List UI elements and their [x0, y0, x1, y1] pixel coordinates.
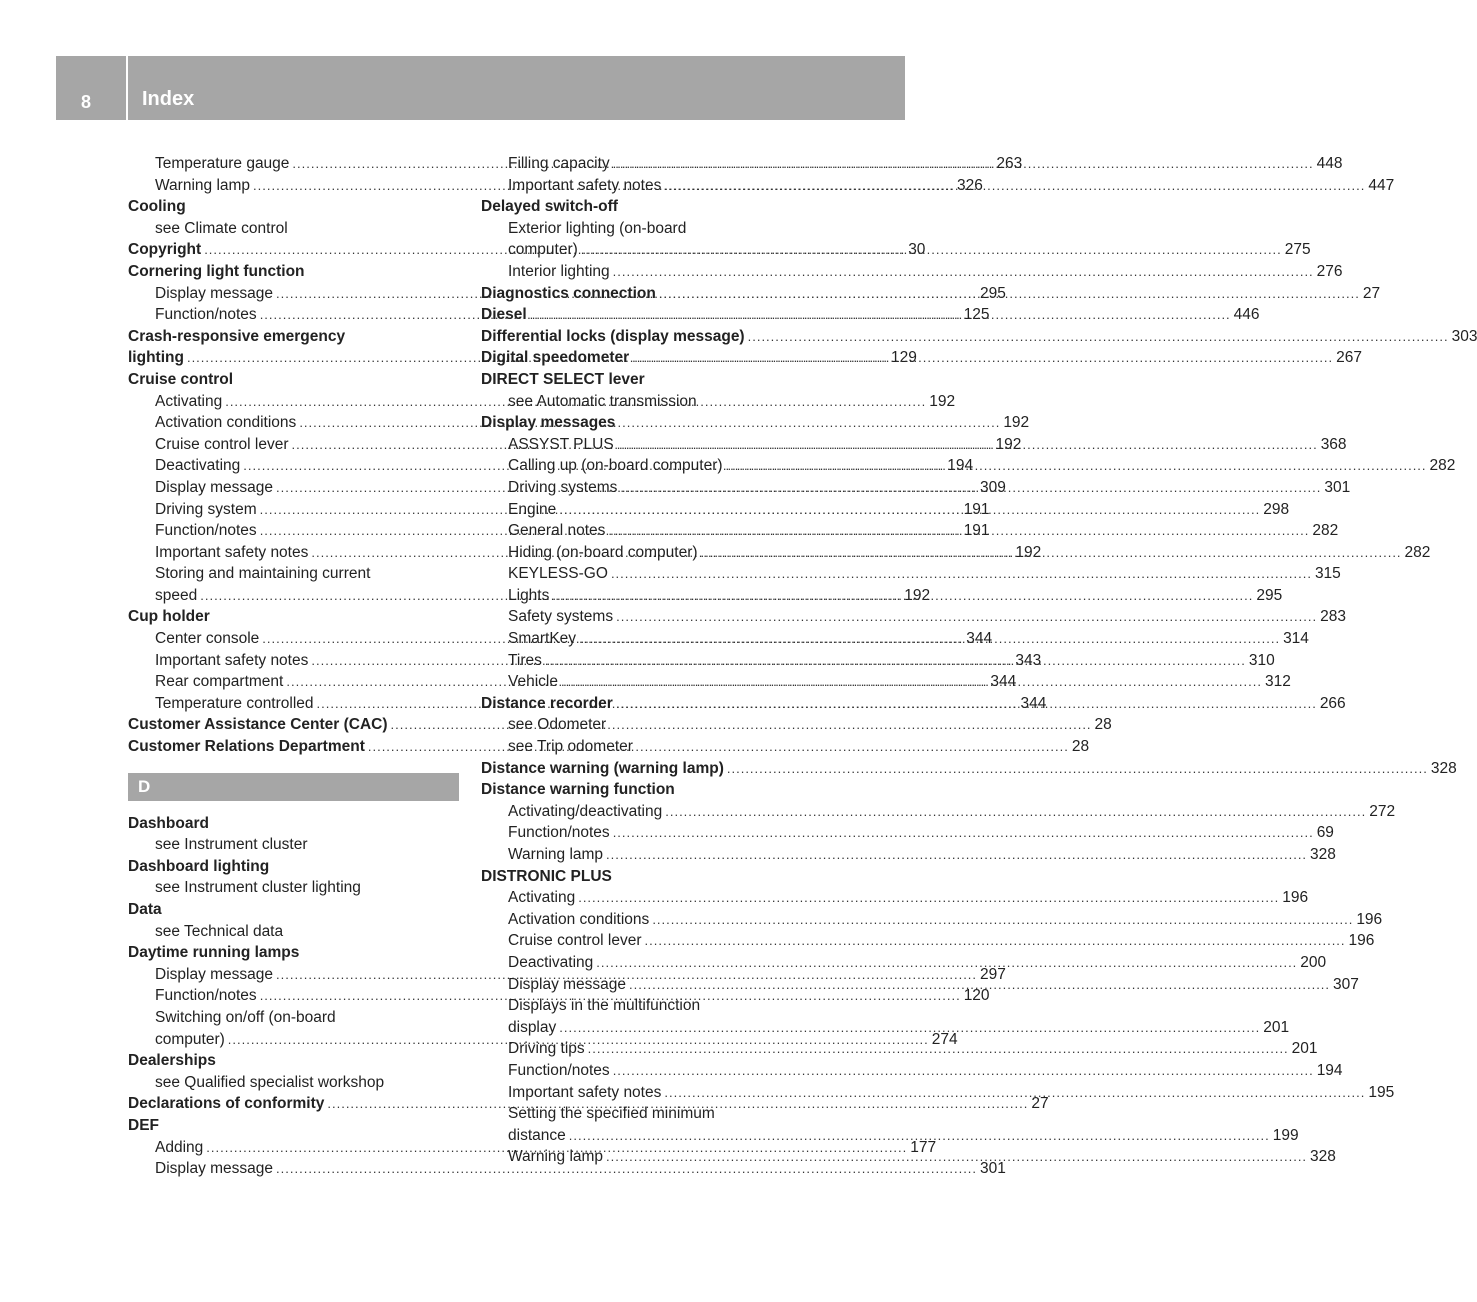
dot-leader — [545, 650, 1246, 672]
index-entry — [128, 1115, 459, 1137]
index-subentry[interactable] — [481, 801, 1396, 823]
dot-leader — [748, 326, 1449, 348]
dot-leader — [606, 1146, 1307, 1168]
page-reference[interactable]: 196 — [1348, 932, 1375, 950]
entry-label: Calling up (on-board computer) — [508, 457, 723, 475]
page-reference[interactable]: 263 — [996, 155, 1023, 172]
entry-label: Distance warning function — [481, 781, 675, 799]
page-reference[interactable]: 298 — [1263, 500, 1290, 518]
entry-label: Dashboard lighting — [128, 857, 270, 875]
dot-leader — [629, 974, 1330, 996]
page-header — [56, 56, 905, 120]
index-subentry — [128, 877, 459, 899]
index-entry[interactable] — [481, 758, 1457, 780]
entry-label: Deactivating — [508, 953, 594, 971]
entry-label: Driving system — [155, 500, 257, 518]
page-reference[interactable]: 307 — [1333, 975, 1359, 993]
index-entry — [128, 856, 459, 878]
entry-label: ASSYST PLUS — [508, 435, 614, 453]
page-reference[interactable]: 282 — [1312, 522, 1339, 540]
page-reference[interactable]: 344 — [990, 673, 1017, 691]
entry-label: Digital speedometer — [481, 349, 630, 367]
dot-leader — [559, 499, 1260, 521]
page-reference[interactable]: 446 — [1233, 306, 1260, 324]
entry-label: Data — [128, 901, 162, 918]
entry-label: Daytime running lamps — [128, 944, 300, 962]
page-reference[interactable]: 191 — [963, 500, 990, 518]
entry-label: Setting the specified minimum — [508, 1105, 715, 1123]
entry-label: Copyright — [128, 241, 202, 259]
entry-label: Activation conditions — [508, 910, 650, 928]
entry-label: Filling capacity — [508, 155, 610, 172]
entry-label: Hiding (on-board computer) — [508, 543, 698, 561]
page-reference[interactable]: 272 — [1369, 802, 1396, 820]
entry-label: Function/notes — [155, 522, 257, 540]
entry-label: General notes — [508, 522, 606, 540]
page-number: 8 — [81, 92, 92, 112]
entry-label: see Technical data — [155, 922, 284, 940]
page-reference[interactable]: 201 — [1291, 1040, 1318, 1058]
page-reference[interactable]: 199 — [1272, 1126, 1299, 1144]
page-reference[interactable]: 328 — [1310, 846, 1336, 863]
entry-label: Deactivating — [155, 457, 241, 475]
index-entry — [128, 942, 459, 964]
page-reference[interactable]: 192 — [1015, 543, 1042, 561]
page-reference[interactable]: 177 — [910, 1138, 937, 1156]
page-reference[interactable]: 295 — [980, 284, 1006, 302]
page-reference[interactable]: 28 — [1071, 738, 1090, 756]
index-entry — [128, 1050, 459, 1072]
entry-label: Display message — [155, 1160, 274, 1178]
index-subentry[interactable] — [128, 1158, 1006, 1180]
index-entry — [128, 196, 459, 218]
index-subentry[interactable] — [481, 887, 1309, 909]
dot-leader — [652, 909, 1353, 931]
dot-leader — [613, 822, 1314, 844]
dot-leader — [613, 153, 1314, 175]
entry-label: Differential locks (display message) — [481, 327, 745, 345]
dot-leader — [664, 1082, 1365, 1104]
entry-label: DEF — [128, 1116, 159, 1134]
section-header: D — [128, 773, 459, 801]
dot-leader — [613, 1060, 1314, 1082]
entry-label: lighting — [128, 349, 184, 367]
page-title: Index — [142, 88, 195, 110]
index-entry[interactable] — [481, 326, 1477, 348]
page-reference[interactable]: 266 — [1319, 694, 1346, 712]
entry-label: Important safety notes — [155, 543, 309, 561]
index-subentry[interactable] — [481, 930, 1375, 952]
page-reference[interactable]: 301 — [980, 1160, 1006, 1178]
index-subentry — [128, 563, 459, 585]
entry-label: Vehicle — [508, 673, 558, 691]
page-reference[interactable]: 314 — [1283, 630, 1309, 648]
entry-label: see Qualified specialist workshop — [155, 1073, 385, 1091]
entry-label: Activation conditions — [155, 414, 297, 432]
entry-label: Diesel — [481, 306, 527, 324]
entry-label: Adding — [155, 1138, 204, 1156]
entry-label: Customer Relations Department — [128, 738, 365, 756]
page-reference[interactable]: 282 — [1429, 457, 1456, 475]
entry-label: Dealerships — [128, 1052, 216, 1070]
entry-label: Delayed switch-off — [481, 198, 618, 216]
page-reference[interactable]: 343 — [1015, 651, 1042, 669]
entry-label: Distance recorder — [481, 694, 613, 712]
entry-label: Display message — [508, 975, 627, 993]
page-reference[interactable]: 276 — [1316, 262, 1343, 280]
entry-label: Dashboard — [128, 814, 209, 832]
entry-label: Driving systems — [508, 478, 618, 496]
entry-label: Display message — [155, 478, 274, 496]
dot-leader — [665, 801, 1366, 823]
dot-leader — [569, 1125, 1270, 1147]
page-reference[interactable]: 201 — [1263, 1018, 1290, 1036]
page-reference[interactable]: 267 — [1336, 349, 1363, 367]
entry-label: Function/notes — [508, 1061, 610, 1079]
page-reference[interactable]: 192 — [1003, 414, 1030, 432]
entry-label: Important safety notes — [508, 1083, 662, 1101]
page-reference[interactable]: 368 — [1320, 435, 1347, 453]
entry-label: see Odometer — [508, 716, 607, 734]
page-reference[interactable]: 30 — [908, 241, 926, 259]
page-reference[interactable]: 448 — [1316, 155, 1343, 172]
dot-leader — [727, 758, 1428, 780]
entry-label: Activating — [508, 889, 576, 907]
index-entry — [128, 369, 459, 391]
index-entry — [481, 866, 812, 888]
entry-label: see Instrument cluster — [155, 836, 308, 854]
dot-leader — [581, 239, 1282, 261]
index-subentry — [481, 391, 812, 413]
index-entry — [128, 261, 459, 283]
dot-leader — [530, 304, 1231, 326]
index-subentry — [481, 218, 812, 240]
entry-label: see Trip odometer — [508, 738, 633, 756]
page-reference[interactable]: 196 — [1282, 889, 1309, 907]
entry-label: Distance warning (warning lamp) — [481, 759, 724, 777]
dot-leader — [726, 455, 1427, 477]
page-reference[interactable]: 282 — [1404, 543, 1431, 561]
entry-label: KEYLESS-GO — [508, 565, 608, 583]
page-reference[interactable]: 27 — [1362, 284, 1381, 302]
dot-leader — [559, 1017, 1260, 1039]
page-reference[interactable]: 69 — [1316, 824, 1334, 842]
dot-leader — [578, 887, 1279, 909]
header-divider — [126, 56, 128, 120]
entry-label: Rear compartment — [155, 673, 284, 691]
index-subentry[interactable] — [481, 606, 1346, 628]
page-reference[interactable]: 196 — [1356, 910, 1383, 928]
index-subentry — [481, 995, 812, 1017]
index-subentry[interactable] — [481, 844, 1336, 866]
index-subentry — [481, 736, 812, 758]
entry-label: Warning lamp — [155, 176, 251, 194]
entry-label: Tires — [508, 651, 542, 669]
page-reference[interactable]: 125 — [963, 306, 990, 324]
entry-label: Function/notes — [155, 987, 257, 1005]
entry-label: Activating/deactivating — [508, 802, 663, 820]
dot-leader — [552, 585, 1253, 607]
page-reference[interactable]: 301 — [1324, 478, 1351, 496]
entry-label: Temperature controlled — [155, 694, 314, 712]
page-reference[interactable]: 191 — [963, 522, 990, 540]
entry-label: Important safety notes — [508, 176, 662, 194]
dot-leader — [617, 434, 1318, 456]
index-subentry — [128, 1072, 459, 1094]
entry-label: Switching on/off (on-board — [155, 1008, 336, 1026]
page-reference[interactable]: 195 — [1368, 1083, 1395, 1101]
entry-label: Display message — [155, 284, 274, 302]
page-reference[interactable]: 194 — [1316, 1061, 1343, 1079]
dot-leader — [616, 693, 1317, 715]
entry-label: computer) — [508, 241, 578, 259]
index-subentry — [128, 218, 459, 240]
entry-label: see Instrument cluster lighting — [155, 879, 361, 897]
entry-label: Crash-responsive emergency — [128, 327, 346, 345]
entry-label: Customer Assistance Center (CAC) — [128, 716, 388, 734]
page-reference[interactable]: 283 — [1320, 608, 1346, 626]
dot-leader — [632, 347, 1333, 369]
page-reference[interactable]: 275 — [1284, 241, 1311, 259]
page-reference[interactable]: 200 — [1300, 953, 1327, 971]
dot-leader — [561, 671, 1262, 693]
entry-label: Cruise control lever — [155, 435, 289, 453]
entry-label: Important safety notes — [155, 651, 309, 669]
dot-leader — [659, 283, 1360, 305]
dot-leader — [611, 563, 1312, 585]
dot-leader — [701, 542, 1402, 564]
entry-label: Cruise control — [128, 370, 234, 388]
entry-label: Driving tips — [508, 1040, 585, 1058]
page-reference[interactable]: 309 — [980, 478, 1006, 496]
page-reference[interactable]: 328 — [1430, 759, 1457, 777]
entry-label: Engine — [508, 500, 557, 518]
entry-label: Storing and maintaining current — [155, 565, 371, 583]
index-subentry[interactable] — [481, 563, 1341, 585]
entry-label: Cruise control lever — [508, 932, 642, 950]
index-subentry — [128, 1007, 459, 1029]
index-subentry[interactable] — [481, 822, 1334, 844]
page-reference[interactable]: 129 — [890, 349, 917, 367]
index-entry — [128, 813, 459, 835]
index-subentry[interactable] — [481, 909, 1383, 931]
page-reference[interactable]: 447 — [1368, 176, 1395, 194]
dot-leader — [620, 477, 1321, 499]
entry-label: Cornering light function — [128, 262, 305, 280]
entry-label: computer) — [155, 1030, 225, 1048]
entry-label: see Automatic transmission — [508, 392, 697, 410]
entry-label: Safety systems — [508, 608, 614, 626]
page-reference[interactable]: 192 — [904, 586, 931, 604]
page-reference[interactable]: 295 — [1256, 586, 1283, 604]
index-entry — [128, 326, 459, 348]
index-entry — [128, 606, 459, 628]
entry-label: display — [508, 1018, 557, 1036]
entry-label: Center console — [155, 630, 260, 648]
index-subentry — [128, 921, 459, 943]
dot-leader — [579, 628, 1280, 650]
page-reference[interactable]: 312 — [1264, 673, 1291, 691]
entry-label: Display messages — [481, 414, 616, 432]
entry-label: Warning lamp — [508, 1148, 604, 1166]
dot-leader — [588, 1038, 1289, 1060]
dot-leader — [664, 175, 1365, 197]
index-entry — [481, 196, 812, 218]
index-subentry[interactable] — [481, 1060, 1343, 1082]
entry-label: DISTRONIC PLUS — [481, 867, 612, 885]
dot-leader — [608, 520, 1309, 542]
entry-label: Interior lighting — [508, 262, 610, 280]
dot-leader — [645, 930, 1346, 952]
page-reference[interactable]: 27 — [1031, 1095, 1049, 1113]
dot-leader — [596, 952, 1297, 974]
index-entry — [128, 899, 459, 921]
entry-label: Lights — [508, 586, 550, 604]
index-subentry — [481, 714, 812, 736]
index-subentry[interactable] — [128, 964, 1006, 986]
entry-label: DIRECT SELECT lever — [481, 370, 645, 388]
page-reference[interactable]: 194 — [947, 457, 974, 475]
entry-label: Warning lamp — [508, 846, 604, 863]
entry-label: Cooling — [128, 198, 186, 216]
page-reference[interactable]: 28 — [1094, 716, 1112, 734]
entry-label: distance — [508, 1126, 566, 1144]
index-entry — [481, 412, 812, 434]
entry-label: see Climate control — [155, 219, 288, 237]
page-reference[interactable]: 326 — [957, 176, 983, 194]
entry-label: Exterior lighting (on-board — [508, 219, 687, 237]
page-reference[interactable]: 344 — [966, 630, 993, 648]
dot-leader — [616, 606, 1317, 628]
page-reference[interactable]: 274 — [931, 1030, 958, 1048]
page-reference[interactable]: 192 — [995, 435, 1022, 453]
page-reference[interactable]: 192 — [929, 392, 956, 410]
index-entry — [481, 369, 812, 391]
page-reference[interactable]: 328 — [1310, 1148, 1336, 1166]
page-reference[interactable]: 120 — [963, 987, 990, 1005]
entry-label: Diagnostics connection — [481, 284, 656, 302]
page-reference[interactable]: 297 — [980, 965, 1006, 983]
page-reference[interactable]: 315 — [1314, 565, 1341, 583]
dot-leader — [613, 261, 1314, 283]
entry-label: Function/notes — [508, 824, 610, 842]
page-reference[interactable]: 303 — [1451, 327, 1477, 345]
entry-label: SmartKey — [508, 630, 577, 648]
entry-label: Display message — [155, 965, 274, 983]
dot-leader — [606, 844, 1307, 866]
entry-label: Activating — [155, 392, 223, 410]
index-subentry — [481, 1103, 812, 1125]
entry-label: Displays in the multifunction — [508, 997, 701, 1015]
entry-label: Declarations of conformity — [128, 1095, 325, 1113]
index-entry — [481, 779, 812, 801]
index-subentry[interactable] — [481, 261, 1343, 283]
page-reference[interactable]: 344 — [1020, 694, 1047, 712]
page-reference[interactable]: 310 — [1248, 651, 1275, 669]
entry-label: Cup holder — [128, 608, 210, 626]
entry-label: Function/notes — [155, 306, 257, 324]
entry-label: Temperature gauge — [155, 155, 290, 172]
entry-label: speed — [155, 586, 198, 604]
index-subentry — [128, 834, 459, 856]
